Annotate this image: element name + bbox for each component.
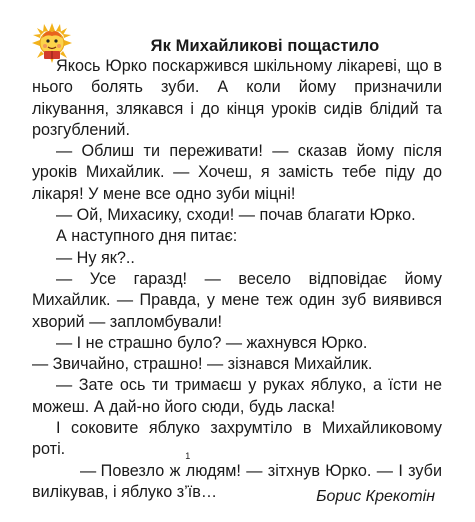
paragraph: — І не страшно було? — жахнувся Юрко. [56, 333, 368, 352]
author-name: Борис Крекотін [316, 488, 435, 505]
stressed-word [56, 450, 191, 482]
stress-mark: 1 [185, 450, 191, 461]
paragraph: Якось Юрко поскаржився шкільному лікареві, що в нього болять зуби. А коли йому призначили лікування, злякався і до кінця уроків сидів блідий та розгублений. [32, 57, 442, 139]
paragraph: І соковите яблуко захрумтіло в Михайликовому роті. [32, 419, 442, 459]
paragraph: — Звичайно, страшно! — зізнався Михайлик. [32, 355, 373, 374]
paragraph: — Усе гаразд! — весело відповідає йому Михайлик. — Правда, у мене теж один зуб виявився хворий — запломбували! [32, 269, 442, 331]
story-title: Як Михайликові пощастило [150, 37, 380, 55]
last-paragraph-start: — Повезло [80, 461, 165, 480]
paragraph: — Ой, Михасику, сходи! — почав благати Юрко. [56, 206, 416, 225]
paragraph: А наступного дня питає: [56, 227, 238, 246]
paragraph: — Ну як?.. [56, 248, 135, 267]
story-text [32, 56, 442, 503]
paragraph: — Облиш ти переживати! — сказав йому після уроків Михайлик. — Хочеш, я замість тебе піду до лікаря! У мене все одно зуби міцні! [32, 142, 442, 203]
paragraph: — Зате ось ти тримаєш у руках яблуко, а їсти не можеш. А дай-но його сюди, будь ласка! [32, 376, 442, 416]
last-paragraph-rest: ж людям! — зітхнув Юрко. — І зуби вилікував, і яблуко з’їв… [32, 461, 442, 501]
